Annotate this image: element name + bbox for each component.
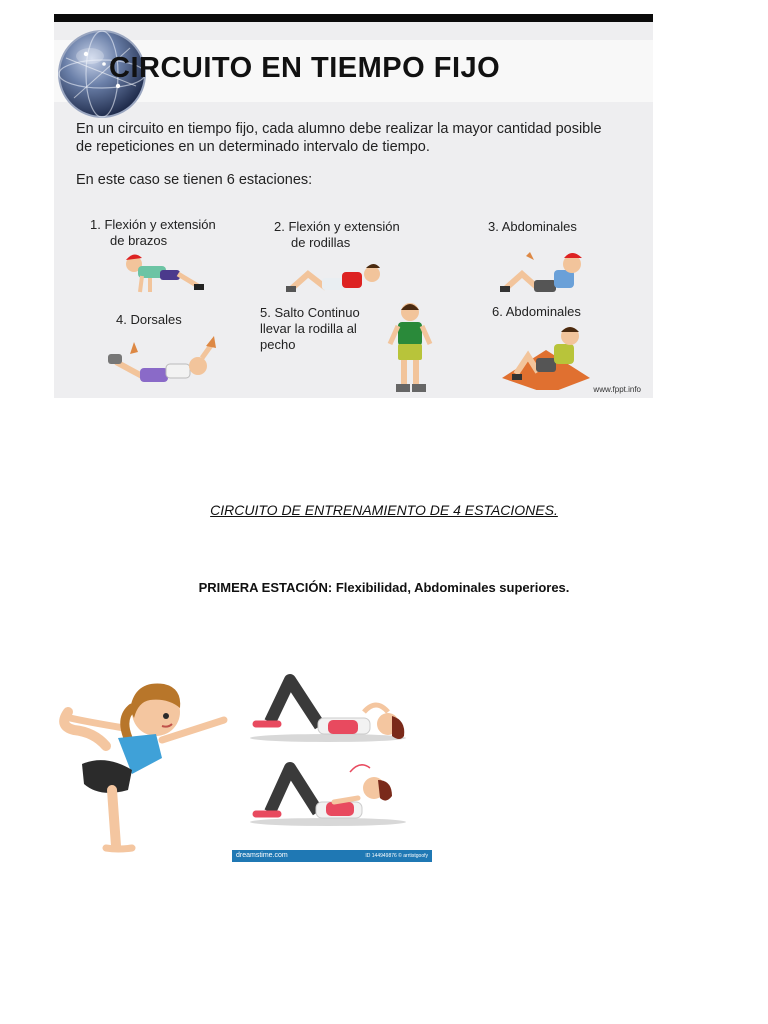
station-1-label — [90, 217, 216, 249]
station-2-line2: de rodillas — [291, 235, 351, 250]
station-3-label: 3. Abdominales — [488, 219, 577, 234]
slide-image — [54, 14, 653, 398]
station-5-line1: 5. Salto Continuo — [260, 305, 360, 320]
slide-credit: www.fppt.info — [593, 385, 641, 394]
station-5-line2: llevar la rodilla al — [260, 321, 357, 336]
station-1-line1: 1. Flexión y extensión — [90, 217, 216, 232]
station-2-line1: 2. Flexión y extensión — [274, 219, 400, 234]
flexibility-girl-illustration — [54, 678, 232, 860]
slide-top-bar — [54, 14, 653, 22]
dorsal-figure — [106, 336, 222, 386]
station-1-heading: PRIMERA ESTACIÓN: Flexibilidad, Abdominales superiores. — [198, 580, 570, 595]
situp-figure-2 — [498, 320, 594, 390]
station-5-line3: pecho — [260, 337, 296, 352]
station-1-line2: de brazos — [110, 233, 168, 248]
situp-figure-1 — [500, 246, 590, 300]
document-title: CIRCUITO DE ENTRENAMIENTO DE 4 ESTACIONES. — [210, 502, 558, 518]
slide-title: CIRCUITO EN TIEMPO FIJO — [109, 52, 501, 84]
station-5-label — [260, 305, 360, 353]
station-4-label: 4. Dorsales — [116, 312, 182, 327]
slide-intro: En un circuito en tiempo fijo, cada alumno debe realizar la mayor cantidad posible de repeticiones en un determinado intervalo de tiempo. — [76, 121, 602, 155]
crunch-illustration — [232, 662, 432, 850]
station-6-label: 6. Abdominales — [492, 304, 581, 319]
jumping-figure — [384, 300, 436, 398]
slide-subintro: En este caso se tienen 6 estaciones: — [76, 172, 313, 188]
stock-watermark: dreamstime.com — [236, 852, 288, 859]
pushup-figure — [120, 246, 206, 298]
crunch-stock-image — [232, 662, 432, 862]
leg-curl-figure — [286, 252, 386, 296]
stock-watermark-bar — [232, 850, 432, 862]
station-2-label — [274, 219, 400, 251]
stock-id: ID 144949876 © arrtistgoofy — [365, 853, 428, 859]
